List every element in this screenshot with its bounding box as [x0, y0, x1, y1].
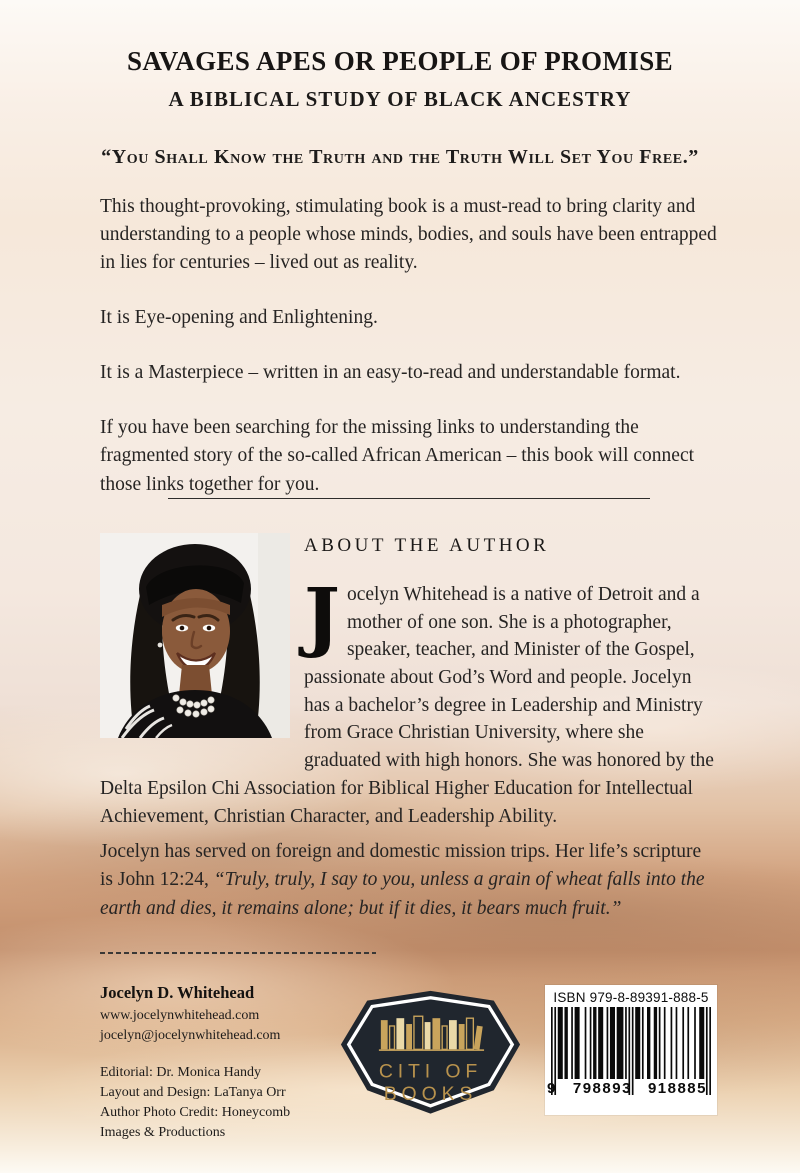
mission-paragraph [100, 838, 718, 923]
isbn-label: ISBN 979-8-89391-888-5 [553, 990, 709, 1005]
barcode-digit-group2: 918885 [647, 1080, 707, 1097]
synopsis-paragraph-1: This thought-provoking, stimulating book is a must-read to bring clarity and understanding to a people whose minds, bodies, and souls have been entrapped in lies for centuries – lived out as reality. [100, 196, 717, 274]
cover-footer [0, 975, 800, 1150]
barcode-digit-lead: 9 [547, 1080, 557, 1097]
author-website: www.jocelynwhitehead.com [100, 1008, 260, 1023]
book-subtitle: A BIBLICAL STUDY OF BLACK ANCESTRY [168, 87, 632, 111]
author-email: jocelyn@jocelynwhitehead.com [100, 1028, 281, 1044]
author-name: Jocelyn D. Whitehead [100, 983, 255, 1002]
publisher-name-line2: BOOKS [383, 1082, 478, 1105]
book-title: SAVAGES APES OR PEOPLE OF PROMISE [126, 46, 674, 76]
mission-lead: Jocelyn has served on foreign and domestic mission trips. Her life’s scripture is John 12:24, [100, 841, 702, 891]
citi-of-books-badge [338, 987, 523, 1137]
about-the-author-section [100, 533, 718, 830]
author-photo [100, 533, 290, 738]
barcode-digit-group1: 798893 [572, 1080, 632, 1097]
publisher-name-line1: CITI OF [378, 1060, 483, 1083]
isbn-barcode-box [545, 985, 717, 1115]
credit-photo-1: Author Photo Credit: Honeycomb [100, 1105, 291, 1121]
publisher-logo [338, 987, 523, 1137]
section-divider-line [168, 498, 650, 499]
scripture-quote: “Truly, truly, I say to you, unless a grain of wheat falls into the earth and dies, it remains alone; but if it dies, it bears much fruit.” [100, 869, 705, 919]
synopsis-paragraph-2: It is Eye-opening and Enlightening. [100, 307, 378, 329]
synopsis-paragraph-3: It is a Masterpiece – written in an easy-to-read and understandable format. [100, 362, 681, 384]
credit-layout: Layout and Design: LaTanya Orr [100, 1084, 286, 1100]
synopsis-paragraph-4: If you have been searching for the missing links to understanding the fragmented story of the so-called African American – this book will connect those links together for you. [100, 417, 695, 495]
dashed-divider-line [100, 952, 376, 954]
synopsis [100, 193, 718, 526]
credits-block [100, 983, 355, 1144]
about-heading: ABOUT THE AUTHOR [304, 535, 550, 556]
author-portrait-illustration [100, 533, 290, 738]
bio-text: ocelyn Whitehead is a native of Detroit and a mother of one son. She is a photographer, speaker, teacher, and Minister of the Gospel, passionate about God’s Word and people. Jocelyn has a bachelor’s degree in Leadership and Ministry from Grace Christian University, where she graduated with high honors. She was honored by the Delta Epsilon Chi Association for Biblical Higher Education for Intellectual Achievement, Christian Character, and Leadership Ability. [100, 584, 714, 827]
credit-editorial: Editorial: Dr. Monica Handy [100, 1064, 261, 1080]
credit-photo-2: Images & Productions [100, 1125, 226, 1141]
barcode-digits [545, 1080, 717, 1097]
cover-header [60, 46, 740, 169]
bio-dropcap: J [304, 571, 340, 660]
cover-quote: “You Shall Know the Truth and the Truth Will Set You Free.” [101, 146, 699, 168]
